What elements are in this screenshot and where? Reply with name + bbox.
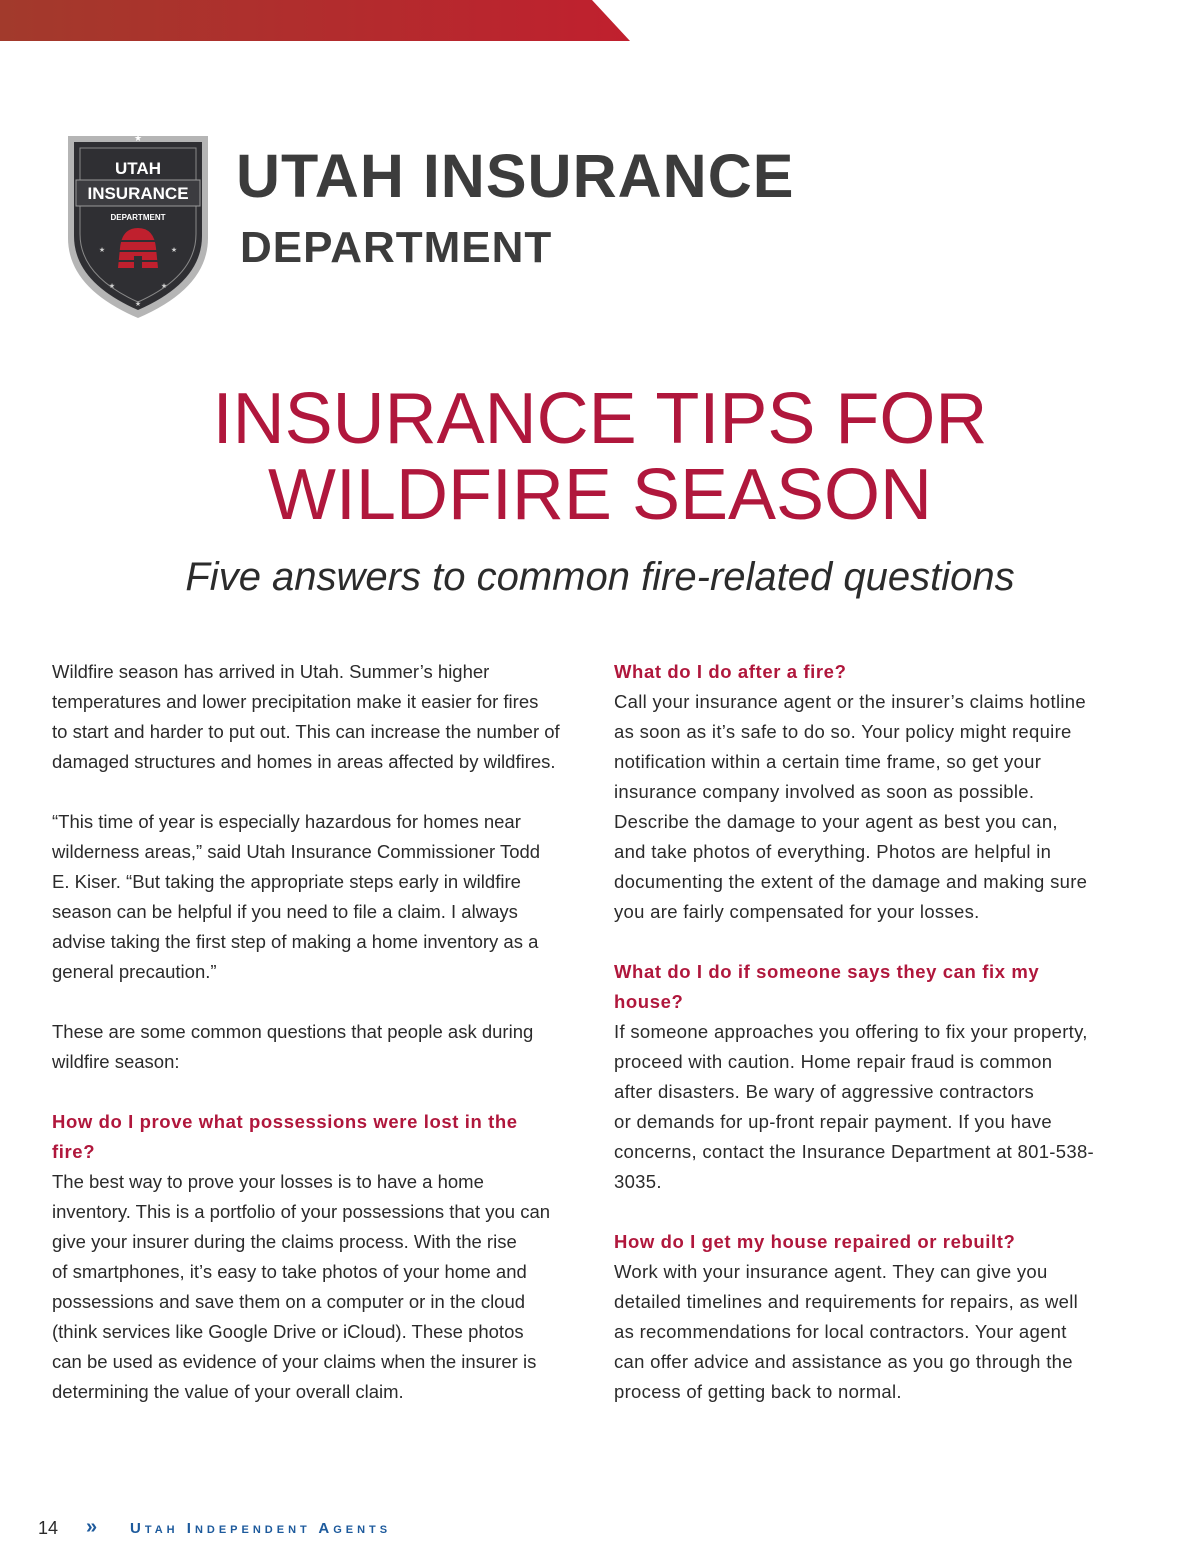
body-text-line: insurance company involved as soon as possible. bbox=[614, 781, 1035, 802]
body-text-line: Wildfire season has arrived in Utah. Summer’s higher bbox=[52, 661, 490, 682]
body-text-line: season can be helpful if you need to file a claim. I always bbox=[52, 901, 518, 922]
article-right-column bbox=[614, 657, 1154, 1407]
body-text-line: Describe the damage to your agent as best you can, bbox=[614, 811, 1058, 832]
body-text-line: documenting the extent of the damage and making sure bbox=[614, 871, 1088, 892]
question-heading-line: What do I do after a fire? bbox=[614, 661, 847, 682]
paragraph-gap bbox=[52, 987, 597, 1017]
body-text-line: Call your insurance agent or the insurer’s claims hotline bbox=[614, 691, 1086, 712]
body-text-line: The best way to prove your losses is to have a home bbox=[52, 1171, 484, 1192]
svg-text:★: ★ bbox=[170, 246, 178, 254]
body-text-line: you are fairly compensated for your losses. bbox=[614, 901, 980, 922]
body-text-line: E. Kiser. “But taking the appropriate steps early in wildfire bbox=[52, 871, 521, 892]
body-text-line: or demands for up-front repair payment. If you have bbox=[614, 1111, 1052, 1132]
body-text-line: advise taking the first step of making a home inventory as a bbox=[52, 931, 539, 952]
question-heading-line: fire? bbox=[52, 1141, 96, 1162]
body-text-line: wildfire season: bbox=[52, 1051, 180, 1072]
body-text-line: 3035. bbox=[614, 1171, 662, 1192]
paragraph-gap bbox=[614, 927, 1154, 957]
body-text-line: general precaution.” bbox=[52, 961, 217, 982]
body-text-line: Work with your insurance agent. They can give you bbox=[614, 1261, 1048, 1282]
paragraph-gap bbox=[52, 1077, 597, 1107]
body-text-line: If someone approaches you offering to fix your property, bbox=[614, 1021, 1088, 1042]
body-text-line: notification within a certain time frame, so get your bbox=[614, 751, 1042, 772]
body-text-line: can offer advice and assistance as you go through the bbox=[614, 1351, 1073, 1372]
question-heading-line: How do I prove what possessions were lost in the bbox=[52, 1111, 518, 1132]
body-text-line: concerns, contact the Insurance Department at 801-538- bbox=[614, 1141, 1094, 1162]
paragraph-gap bbox=[614, 1197, 1154, 1227]
article-title-line2: WILDFIRE SEASON bbox=[267, 455, 933, 535]
logo-wordmark-line1: UTAH INSURANCE bbox=[236, 142, 795, 210]
shield-text-insurance: INSURANCE bbox=[87, 184, 189, 203]
body-text-line: damaged structures and homes in areas affected by wildfires. bbox=[52, 751, 556, 772]
body-text-line: wilderness areas,” said Utah Insurance Commissioner Todd bbox=[52, 841, 541, 862]
body-text-line: (think services like Google Drive or iCloud). These photos bbox=[52, 1321, 524, 1342]
body-text-line: temperatures and lower precipitation make it easier for fires bbox=[52, 691, 539, 712]
body-text-line: and take photos of everything. Photos are helpful in bbox=[614, 841, 1052, 862]
shield-text-department: DEPARTMENT bbox=[110, 213, 166, 222]
body-text-line: proceed with caution. Home repair fraud is common bbox=[614, 1051, 1053, 1072]
page-number: 14 bbox=[38, 1518, 59, 1538]
body-text-line: as recommendations for local contractors. Your agent bbox=[614, 1321, 1067, 1342]
logo-wordmark-line2: DEPARTMENT bbox=[240, 223, 553, 272]
body-text-line: “This time of year is especially hazardous for homes near bbox=[52, 811, 521, 832]
paragraph-gap bbox=[52, 777, 597, 807]
article-left-column bbox=[52, 657, 597, 1407]
body-text-line: of smartphones, it’s easy to take photos of your home and bbox=[52, 1261, 527, 1282]
question-heading-line: house? bbox=[614, 991, 684, 1012]
body-text-line: after disasters. Be wary of aggressive contractors bbox=[614, 1081, 1035, 1102]
insurance-department-shield-logo bbox=[62, 128, 214, 320]
top-color-band bbox=[0, 0, 630, 41]
question-heading-line: How do I get my house repaired or rebuilt? bbox=[614, 1231, 1016, 1252]
svg-text:★: ★ bbox=[160, 282, 168, 290]
body-text-line: give your insurer during the claims process. With the rise bbox=[52, 1231, 517, 1252]
article-subtitle: Five answers to common fire-related questions bbox=[185, 555, 1015, 599]
body-text-line: possessions and save them on a computer or in the cloud bbox=[52, 1291, 526, 1312]
body-text-line: to start and harder to put out. This can increase the number of bbox=[52, 721, 560, 742]
svg-text:★: ★ bbox=[108, 282, 116, 290]
body-text-line: inventory. This is a portfolio of your possessions that you can bbox=[52, 1201, 551, 1222]
question-heading-line: What do I do if someone says they can fix my bbox=[614, 961, 1040, 982]
svg-text:★: ★ bbox=[98, 246, 106, 254]
svg-text:★: ★ bbox=[134, 300, 142, 308]
article-title-line1: INSURANCE TIPS FOR bbox=[212, 379, 988, 459]
publication-name: Utah Independent Agents bbox=[130, 1520, 392, 1537]
body-text-line: These are some common questions that people ask during bbox=[52, 1021, 534, 1042]
body-text-line: process of getting back to normal. bbox=[614, 1381, 902, 1402]
body-text-line: as soon as it’s safe to do so. Your policy might require bbox=[614, 721, 1072, 742]
double-chevron-icon: » bbox=[86, 1516, 98, 1538]
body-text-line: detailed timelines and requirements for repairs, as well bbox=[614, 1291, 1079, 1312]
svg-text:★: ★ bbox=[133, 134, 143, 144]
shield-text-utah: UTAH bbox=[115, 159, 161, 178]
body-text-line: determining the value of your overall claim. bbox=[52, 1381, 404, 1402]
body-text-line: can be used as evidence of your claims when the insurer is bbox=[52, 1351, 537, 1372]
